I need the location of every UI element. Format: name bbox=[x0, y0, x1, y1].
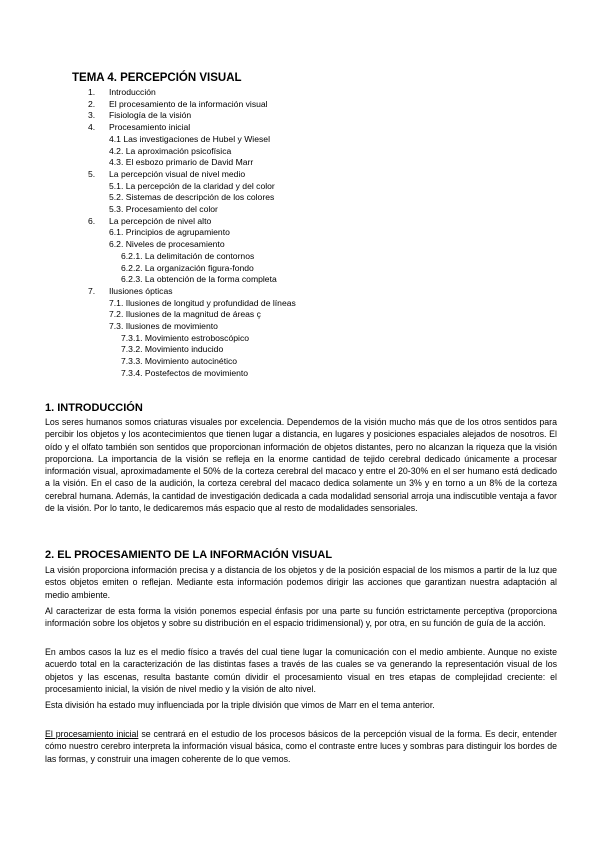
toc-item-label: 7.3. Ilusiones de movimiento bbox=[109, 321, 218, 331]
toc-item-label: Procesamiento inicial bbox=[109, 122, 191, 133]
toc-item-number: 1. bbox=[88, 87, 96, 97]
toc-item-label: 6.1. Principios de agrupamiento bbox=[109, 227, 230, 238]
toc-item-label: 5.2. Sistemas de descripción de los colores bbox=[109, 192, 275, 203]
section-1-heading: 1. INTRODUCCIÓN bbox=[45, 402, 143, 414]
toc-item-label: El procesamiento de la información visual bbox=[109, 98, 268, 109]
toc-item-label: 4.3. El esbozo primario de David Marr bbox=[109, 157, 254, 168]
toc-item-label: Fisiología de la visión bbox=[109, 110, 192, 121]
toc-item-label: 7.1. Ilusiones de longitud y profundidad de líneas bbox=[109, 297, 296, 308]
paragraph-5-rest: se centrará en el estudio de los procesos básicos de la percepción visual de la forma. Es decir, entender cómo nuestro cerebro interpreta la información visual básica, como el contraste entre luces y sombras para distinguir los bordes de las formas, y construir una imagen coherente de lo que vemos. bbox=[45, 729, 557, 764]
toc-item-number: 6. bbox=[88, 215, 96, 226]
toc-item-label: 7.3.4. Postefectos de movimiento bbox=[121, 367, 249, 378]
toc-item-label: 4.1 Las investigaciones de Hubel y Wiesel bbox=[109, 133, 270, 144]
toc-item-number: 7. bbox=[88, 285, 96, 296]
toc-item-number: 4. bbox=[88, 122, 96, 133]
underlined-term: El procesamiento inicial bbox=[45, 729, 139, 739]
section-2-paragraph-2: Al caracterizar de esta forma la visión ponemos especial énfasis por una parte su función estrictamente perceptiva (proporciona información sobre los objetos y sobre su distribución en el espacio tridimensional) y, por otra, en su función de guía de la acción. bbox=[45, 606, 557, 629]
section-2-paragraph-1: La visión proporciona información precisa y a distancia de los objetos y de la posición espacial de los mismos a partir de la luz que estos objetos emiten o reflejan. Mediante esta información podemos dirigir las acciones que garantizan nuestra adaptación al medio ambiente. bbox=[45, 565, 557, 600]
toc-item-number: 5. bbox=[88, 168, 96, 179]
toc-item-label: La percepción visual de nivel medio bbox=[109, 168, 246, 179]
toc-item-label: Introducción bbox=[109, 87, 156, 97]
toc-item-label: Ilusiones ópticas bbox=[109, 285, 173, 296]
toc-item-label: 7.3.3. Movimiento autocinético bbox=[121, 356, 238, 367]
toc-item-label: 5.1. La percepción de la claridad y del color bbox=[109, 180, 275, 191]
toc-item-label: 4.2. La aproximación psicofísica bbox=[109, 145, 232, 156]
toc-item-label: 6.2.1. La delimitación de contornos bbox=[121, 250, 255, 261]
toc-item-label: 5.3. Procesamiento del color bbox=[109, 204, 218, 214]
section-1-paragraph: Los seres humanos somos criaturas visuales por excelencia. Dependemos de la visión mucho más que de los otros sentidos para percibir los objetos y los acontecimientos que tienen lugar a distancia, en lugares y posiciones espaciales alejados de nosotros. El oído y el olfato también son sentidos que proporcionan información de objetos distantes, pero no alcanzan la riqueza que la visión proporciona. La importancia de la visión se refleja en la enorme cantidad de tejido cerebral dedicado únicamente a procesar información visual, aproximadamente el 50% de la corteza cerebral del macaco y entre el 20-30% en el ser humano está dedicado a la visión. En el caso de la audición, la corteza cerebral del macaco dedica solamente un 3% y en torno a un 8% de la corteza cerebral humana. Además, la cantidad de investigación dedicada a cada modalidad sensorial arroja una indiscutible ventaja a favor de la visión. Por lo tanto, le dedicaremos más espacio que al resto de modalidades sensoriales. bbox=[45, 417, 557, 514]
section-2-paragraph-4: Esta división ha estado muy influenciada por la triple división que vimos de Marr en el tema anterior. bbox=[45, 700, 435, 710]
section-2-paragraph-5 bbox=[45, 728, 557, 765]
toc-item-label: 7.3.2. Movimiento inducido bbox=[121, 344, 224, 355]
toc-item-label: 6.2.3. La obtención de la forma completa bbox=[121, 274, 277, 285]
toc-item-number: 2. bbox=[88, 98, 96, 109]
toc-item-label: La percepción de nivel alto bbox=[109, 215, 212, 226]
toc-item-label: 6.2.2. La organización figura-fondo bbox=[121, 262, 254, 273]
toc-item-number: 3. bbox=[88, 110, 96, 121]
section-2-paragraph-3: En ambos casos la luz es el medio físico a través del cual tiene lugar la comunicación con el medio ambiente. Aunque no existe acuerdo total en la caracterización de las distintas fases a través de las cuales se va generando la representación visual de los objetos y las escenas, resulta bastante común dividir el procesamiento visual en tres etapas de complejidad creciente: el procesamiento inicial, la visión de nivel medio y la visión de alto nivel. bbox=[45, 647, 557, 694]
section-2-heading: 2. EL PROCESAMIENTO DE LA INFORMACIÓN VISUAL bbox=[45, 549, 333, 561]
toc-item-label: 7.2. Ilusiones de la magnitud de áreas ç bbox=[109, 309, 261, 320]
toc-item-label: 6.2. Niveles de procesamiento bbox=[109, 239, 225, 250]
document-title: TEMA 4. PERCEPCIÓN VISUAL bbox=[72, 72, 242, 84]
toc-item-label: 7.3.1. Movimiento estroboscópico bbox=[121, 332, 250, 343]
